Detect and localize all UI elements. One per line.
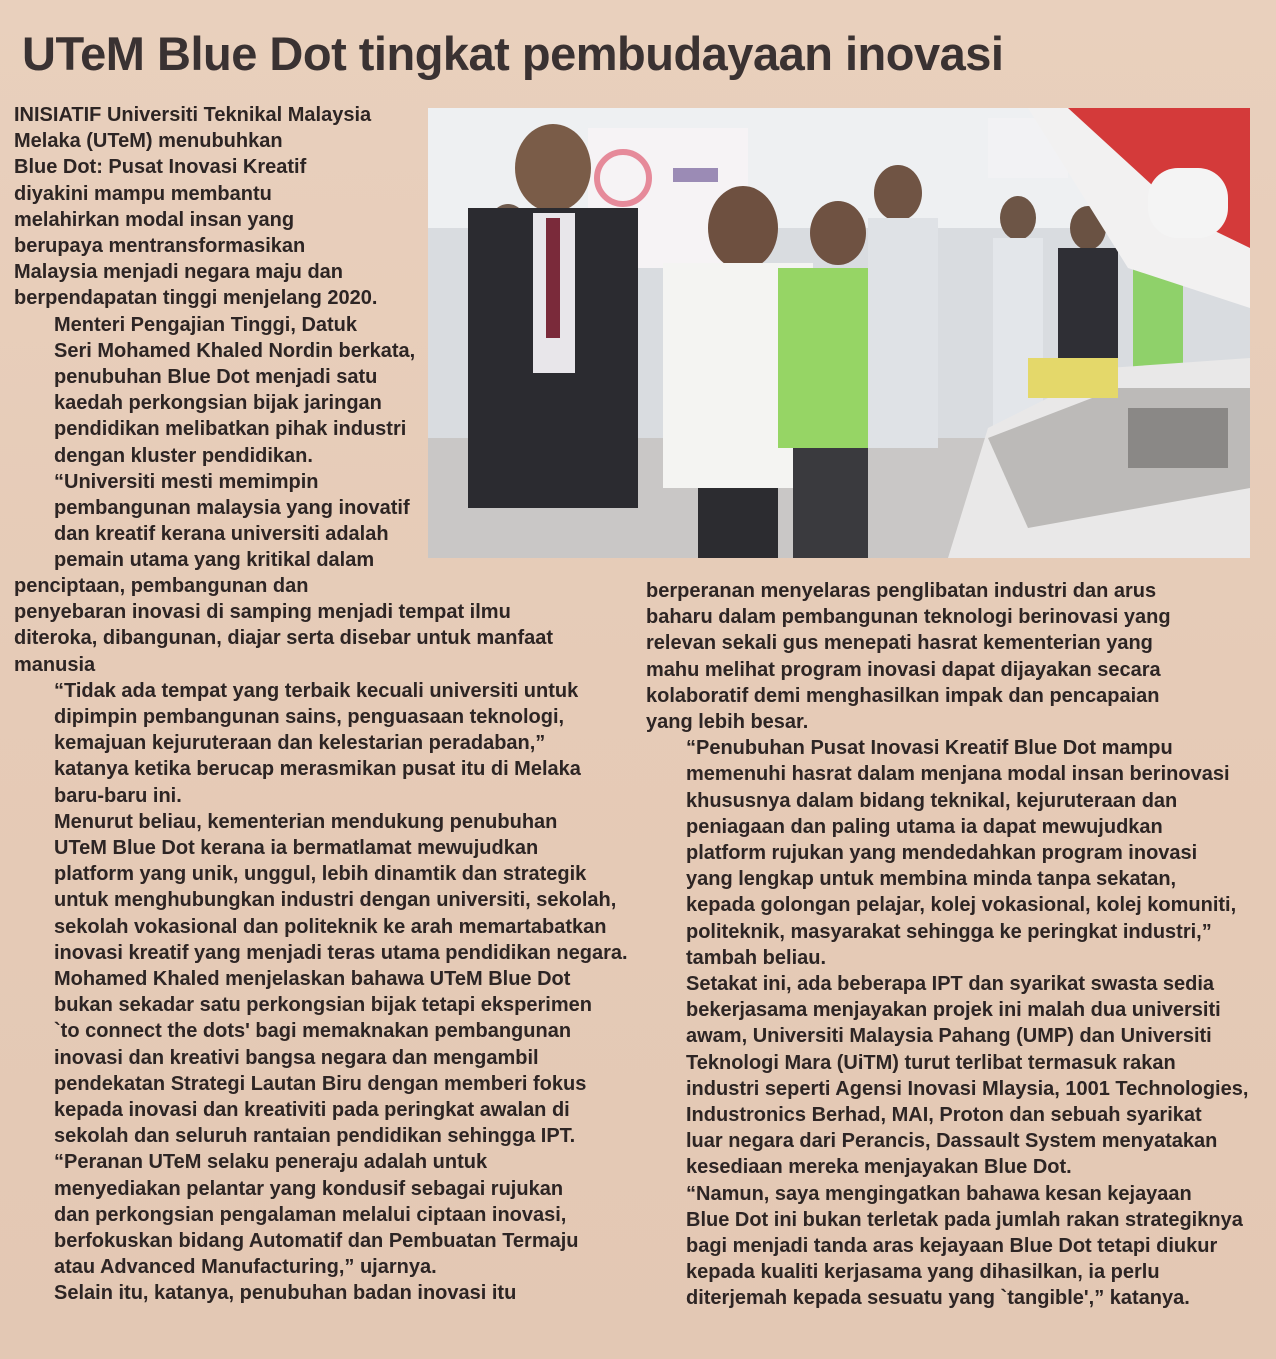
text-line: Industronics Berhad, MAI, Proton dan sebuah syarikat xyxy=(686,1104,1202,1127)
text-line: Blue Dot: Pusat Inovasi Kreatif xyxy=(14,156,307,179)
paragraph xyxy=(14,809,628,966)
text-line: Setakat ini, ada beberapa IPT dan syarikat swasta sedia xyxy=(686,973,1215,996)
text-line: inovasi kreatif yang menjadi teras utama pendidikan negara. xyxy=(54,941,628,964)
paragraph xyxy=(646,578,1246,735)
text-line: penciptaan, pembangunan dan xyxy=(14,575,309,597)
paragraph xyxy=(14,469,419,574)
text-line: Melaka (UTeM) menubuhkan xyxy=(14,130,283,153)
text-line: berfokuskan bidang Automatif dan Pembuatan Termaju xyxy=(54,1230,579,1253)
paragraph xyxy=(14,312,419,469)
paragraph xyxy=(14,1280,624,1306)
text-line: bagi menjadi tanda aras kejayaan Blue Dot tetapi diukur xyxy=(686,1235,1218,1258)
text-line: dan kreatif kerana universiti adalah xyxy=(54,523,389,546)
text-line: pendidikan melibatkan pihak industri xyxy=(54,418,407,441)
text-line: Teknologi Mara (UiTM) turut terlibat termasuk rakan xyxy=(686,1051,1176,1074)
text-line: menyediakan pelantar yang kondusif sebagai rujukan xyxy=(54,1177,564,1200)
text-line: Selain itu, katanya, penubuhan badan inovasi itu xyxy=(54,1282,517,1305)
article-headline: UTeM Blue Dot tingkat pembudayaan inovasi xyxy=(22,27,1004,80)
text-line: khususnya dalam bidang teknikal, kejuruteraan dan xyxy=(686,789,1178,812)
text-line: dipimpin pembangunan sains, penguasaan teknologi, xyxy=(54,706,565,729)
text-line: UTeM Blue Dot kerana ia bermatlamat mewujudkan xyxy=(54,837,539,860)
paragraph xyxy=(14,966,624,1149)
paragraph xyxy=(646,1181,1246,1312)
text-line: pemain utama yang kritikal dalam xyxy=(54,549,375,572)
text-line: platform yang unik, unggul, lebih dinamtik dan strategik xyxy=(54,863,587,886)
text-line: Menteri Pengajian Tinggi, Datuk xyxy=(54,313,358,336)
text-line: berpendapatan tinggi menjelang 2020. xyxy=(14,287,378,310)
text-line: bukan sekadar satu perkongsian bijak tetapi eksperimen xyxy=(54,994,592,1017)
text-line: kemajuan kejuruteraan dan kelestarian peradaban,” xyxy=(54,732,546,755)
text-line: diyakini mampu membantu xyxy=(14,182,272,205)
text-line: kepada inovasi dan kreativiti pada peringkat awalan di xyxy=(54,1099,570,1122)
text-line: penyebaran inovasi di samping menjadi tempat ilmu xyxy=(14,601,511,624)
text-line: politeknik, masyarakat sehingga ke peringkat industri,” xyxy=(686,920,1212,943)
text-line: `to connect the dots' bagi memaknakan pembangunan xyxy=(54,1020,572,1043)
text-line: mahu melihat program inovasi dapat dijayakan secara xyxy=(646,658,1161,681)
text-line: diteroka, dibangunan, diajar serta disebar untuk manfaat xyxy=(14,627,554,650)
text-line: pendekatan Strategi Lautan Biru dengan memberi fokus xyxy=(54,1072,587,1095)
text-line: manusia xyxy=(14,653,96,676)
text-line: atau Advanced Manufacturing,” ujarnya. xyxy=(54,1256,437,1279)
text-line: Mohamed Khaled menjelaskan bahawa UTeM Blue Dot xyxy=(54,968,571,991)
text-line: melahirkan modal insan yang xyxy=(14,208,295,231)
text-line: industri seperti Agensi Inovasi Mlaysia, 1001 Technologies, xyxy=(686,1077,1249,1100)
text-line: kolaboratif demi menghasilkan impak dan pencapaian xyxy=(646,684,1160,707)
text-line: berupaya mentransformasikan xyxy=(14,235,306,258)
text-line: yang lengkap untuk membina minda tanpa sekatan, xyxy=(686,868,1177,891)
text-line: “Penubuhan Pusat Inovasi Kreatif Blue Dot mampu xyxy=(686,737,1173,760)
article-photo xyxy=(428,108,1250,558)
text-line: tambah beliau. xyxy=(686,946,827,969)
text-line: katanya ketika berucap merasmikan pusat itu di Melaka xyxy=(54,758,581,781)
text-line: kaedah perkongsian bijak jaringan xyxy=(54,392,382,415)
text-line: “Peranan UTeM selaku peneraju adalah untuk xyxy=(54,1151,488,1174)
text-line: Seri Mohamed Khaled Nordin berkata, xyxy=(54,339,416,362)
paragraph xyxy=(14,1149,624,1280)
text-line: inovasi dan kreativi bangsa negara dan mengambil xyxy=(54,1046,539,1069)
paragraph xyxy=(14,573,624,678)
column-left-top xyxy=(14,102,419,574)
text-line: platform rujukan yang mendedahkan program inovasi xyxy=(686,842,1198,865)
text-line: baharu dalam pembangunan teknologi berinovasi yang xyxy=(646,606,1171,629)
text-line: dan perkongsian pengalaman melalui ciptaan inovasi, xyxy=(54,1203,567,1226)
text-line: diterjemah kepada sesuatu yang `tangible',” katanya. xyxy=(686,1287,1190,1310)
text-line: “Tidak ada tempat yang terbaik kecuali universiti untuk xyxy=(54,679,579,702)
paragraph xyxy=(646,735,1246,971)
text-line: penubuhan Blue Dot menjadi satu xyxy=(54,366,378,389)
text-line: sekolah dan seluruh rantaian pendidikan sehingga IPT. xyxy=(54,1125,576,1148)
text-line: memenuhi hasrat dalam menjana modal insan berinovasi xyxy=(686,763,1230,786)
column-right xyxy=(646,578,1249,1312)
text-line: kepada golongan pelajar, kolej vokasional, kolej komuniti, xyxy=(686,894,1237,917)
text-line: Menurut beliau, kementerian mendukung penubuhan xyxy=(54,810,558,833)
text-line: “Namun, saya mengingatkan bahawa kesan kejayaan xyxy=(686,1182,1192,1205)
text-line: peniagaan dan paling utama ia dapat mewujudkan xyxy=(686,815,1163,838)
text-line: sekolah vokasional dan politeknik ke arah memartabatkan xyxy=(54,915,607,938)
text-line: relevan sekali gus menepati hasrat kementerian yang xyxy=(646,632,1153,655)
paragraph xyxy=(646,971,1249,1181)
text-line: “Universiti mesti memimpin xyxy=(54,470,319,493)
paragraph xyxy=(14,678,624,809)
text-line: kepada kualiti kerjasama yang dihasilkan, ia perlu xyxy=(686,1261,1160,1284)
text-line: untuk menghubungkan industri dengan universiti, sekolah, xyxy=(54,889,617,912)
paragraph xyxy=(14,102,419,312)
text-line: awam, Universiti Malaysia Pahang (UMP) dan Universiti xyxy=(686,1025,1212,1048)
text-line: bekerjasama menjayakan projek ini malah dua universiti xyxy=(686,999,1221,1022)
text-line: INISIATIF Universiti Teknikal Malaysia xyxy=(14,104,372,126)
text-line: Blue Dot ini bukan terletak pada jumlah rakan strategiknya xyxy=(686,1208,1243,1231)
text-line: kesediaan mereka menjayakan Blue Dot. xyxy=(686,1156,1072,1179)
text-line: dengan kluster pendidikan. xyxy=(54,444,313,467)
text-line: luar negara dari Perancis, Dassault System menyatakan xyxy=(686,1130,1218,1153)
text-line: yang lebih besar. xyxy=(646,711,809,734)
text-line: pembangunan malaysia yang inovatif xyxy=(54,497,410,520)
text-line: baru-baru ini. xyxy=(54,784,182,807)
text-line: berperanan menyelaras penglibatan industri dan arus xyxy=(646,580,1157,602)
text-line: Malaysia menjadi negara maju dan xyxy=(14,261,344,284)
column-left-bottom xyxy=(14,573,628,1307)
